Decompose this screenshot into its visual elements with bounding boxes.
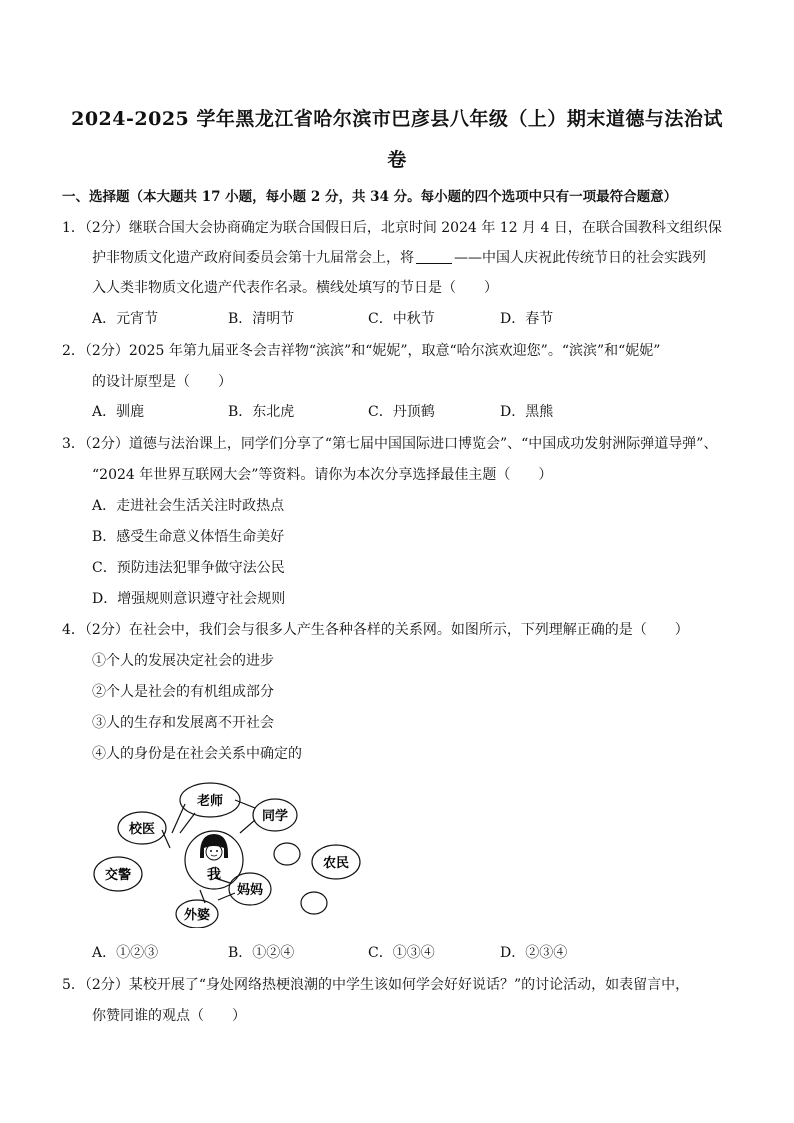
q3-option-c[interactable]: C．预防违法犯罪争做守法公民 <box>92 560 285 576</box>
node-center-me: 我 <box>207 867 221 883</box>
node-grandma: 外婆 <box>183 908 211 923</box>
q4-option-b[interactable]: B．①②④ <box>228 945 295 961</box>
node-farmer: 农民 <box>322 856 350 871</box>
node-mom: 妈妈 <box>236 883 264 898</box>
q4-option-a[interactable]: A．①②③ <box>92 945 159 961</box>
q1-line2-part1: 护非物质文化遗产政府间委员会第十九届常会上，将 <box>92 250 414 266</box>
q1-line1: 1．（2分）继联合国大会协商确定为联合国假日后，北京时间 2024 年 12 月 4 日，在联合国教科文组织保 <box>62 220 722 236</box>
empty-circle-2 <box>301 892 327 914</box>
q4-option-d[interactable]: D．②③④ <box>500 945 568 961</box>
q4-statement-2: ②个人是社会的有机组成部分 <box>92 684 274 700</box>
node-traffic-police: 交警 <box>104 868 132 883</box>
q5-line1: 5．（2分）某校开展了“身处网络热梗浪潮的中学生该如何学会好好说话？”的讨论活动，如表留言中， <box>62 977 690 993</box>
q1-option-c[interactable]: C．中秋节 <box>368 311 435 327</box>
q1-line2 <box>92 248 706 268</box>
q3-option-b[interactable]: B．感受生命意义体悟生命美好 <box>92 529 285 545</box>
node-teacher: 老师 <box>196 794 224 809</box>
q2-line1: 2．（2分）2025 年第九届亚冬会吉祥物“滨滨”和“妮妮”，取意“哈尔滨欢迎您”。“滨滨”和“妮妮” <box>62 343 661 359</box>
node-classmate: 同学 <box>261 809 289 824</box>
relationship-diagram <box>90 778 380 928</box>
q2-line2: 的设计原型是（ ） <box>92 374 232 390</box>
empty-circle-1 <box>274 843 300 865</box>
q3-line2: “2024 年世界互联网大会”等资料。请你为本次分享选择最佳主题（ ） <box>92 467 553 483</box>
link-grandma-mom <box>218 893 235 900</box>
q4-statement-3: ③人的生存和发展离不开社会 <box>92 715 274 731</box>
link-center-classmate <box>240 820 255 833</box>
q2-option-c[interactable]: C．丹顶鹤 <box>368 404 435 420</box>
q3-option-d[interactable]: D．增强规则意识遵守社会规则 <box>92 591 286 607</box>
node-school-doctor: 校医 <box>128 822 156 837</box>
q2-option-b[interactable]: B．东北虎 <box>228 404 295 420</box>
q1-line2-part2: ——中国人庆祝此传统节日的社会实践列 <box>454 250 706 266</box>
q2-option-a[interactable]: A．驯鹿 <box>92 404 145 420</box>
q4-option-c[interactable]: C．①③④ <box>368 945 435 961</box>
q1-option-b[interactable]: B．清明节 <box>228 311 295 327</box>
exam-title-line2: 卷 <box>387 149 407 171</box>
q3-line1: 3．（2分）道德与法治课上，同学们分享了“第七届中国国际进口博览会”、“中国成功发射洲际弹道导弹”、 <box>62 436 718 452</box>
q5-line2: 你赞同谁的观点（ ） <box>92 1008 246 1024</box>
q4-statement-4: ④人的身份是在社会关系中确定的 <box>92 746 302 762</box>
q4-statement-1: ①个人的发展决定社会的进步 <box>92 653 274 669</box>
section-heading: 一、选择题（本大题共 17 小题，每小题 2 分，共 34 分。每小题的四个选项中只有一项最符合题意） <box>62 189 678 205</box>
q1-option-a[interactable]: A．元宵节 <box>92 311 159 327</box>
link-center-teacher <box>180 813 195 833</box>
q1-blank <box>416 249 452 264</box>
q1-line3: 入人类非物质文化遗产代表作名录。横线处填写的节日是（ ） <box>92 280 498 296</box>
girl-face-icon <box>200 834 228 860</box>
q3-option-a[interactable]: A．走进社会生活关注时政热点 <box>92 498 285 514</box>
q4-line1: 4．（2分）在社会中，我们会与很多人产生各种各样的关系网。如图所示，下列理解正确的是（ ） <box>62 622 689 638</box>
q1-option-d[interactable]: D．春节 <box>500 311 554 327</box>
q2-option-d[interactable]: D．黑熊 <box>500 404 554 420</box>
exam-title-line1: 2024-2025 学年黑龙江省哈尔滨市巴彦县八年级（上）期末道德与法治试 <box>71 108 723 130</box>
link-center-doctor <box>162 830 170 848</box>
